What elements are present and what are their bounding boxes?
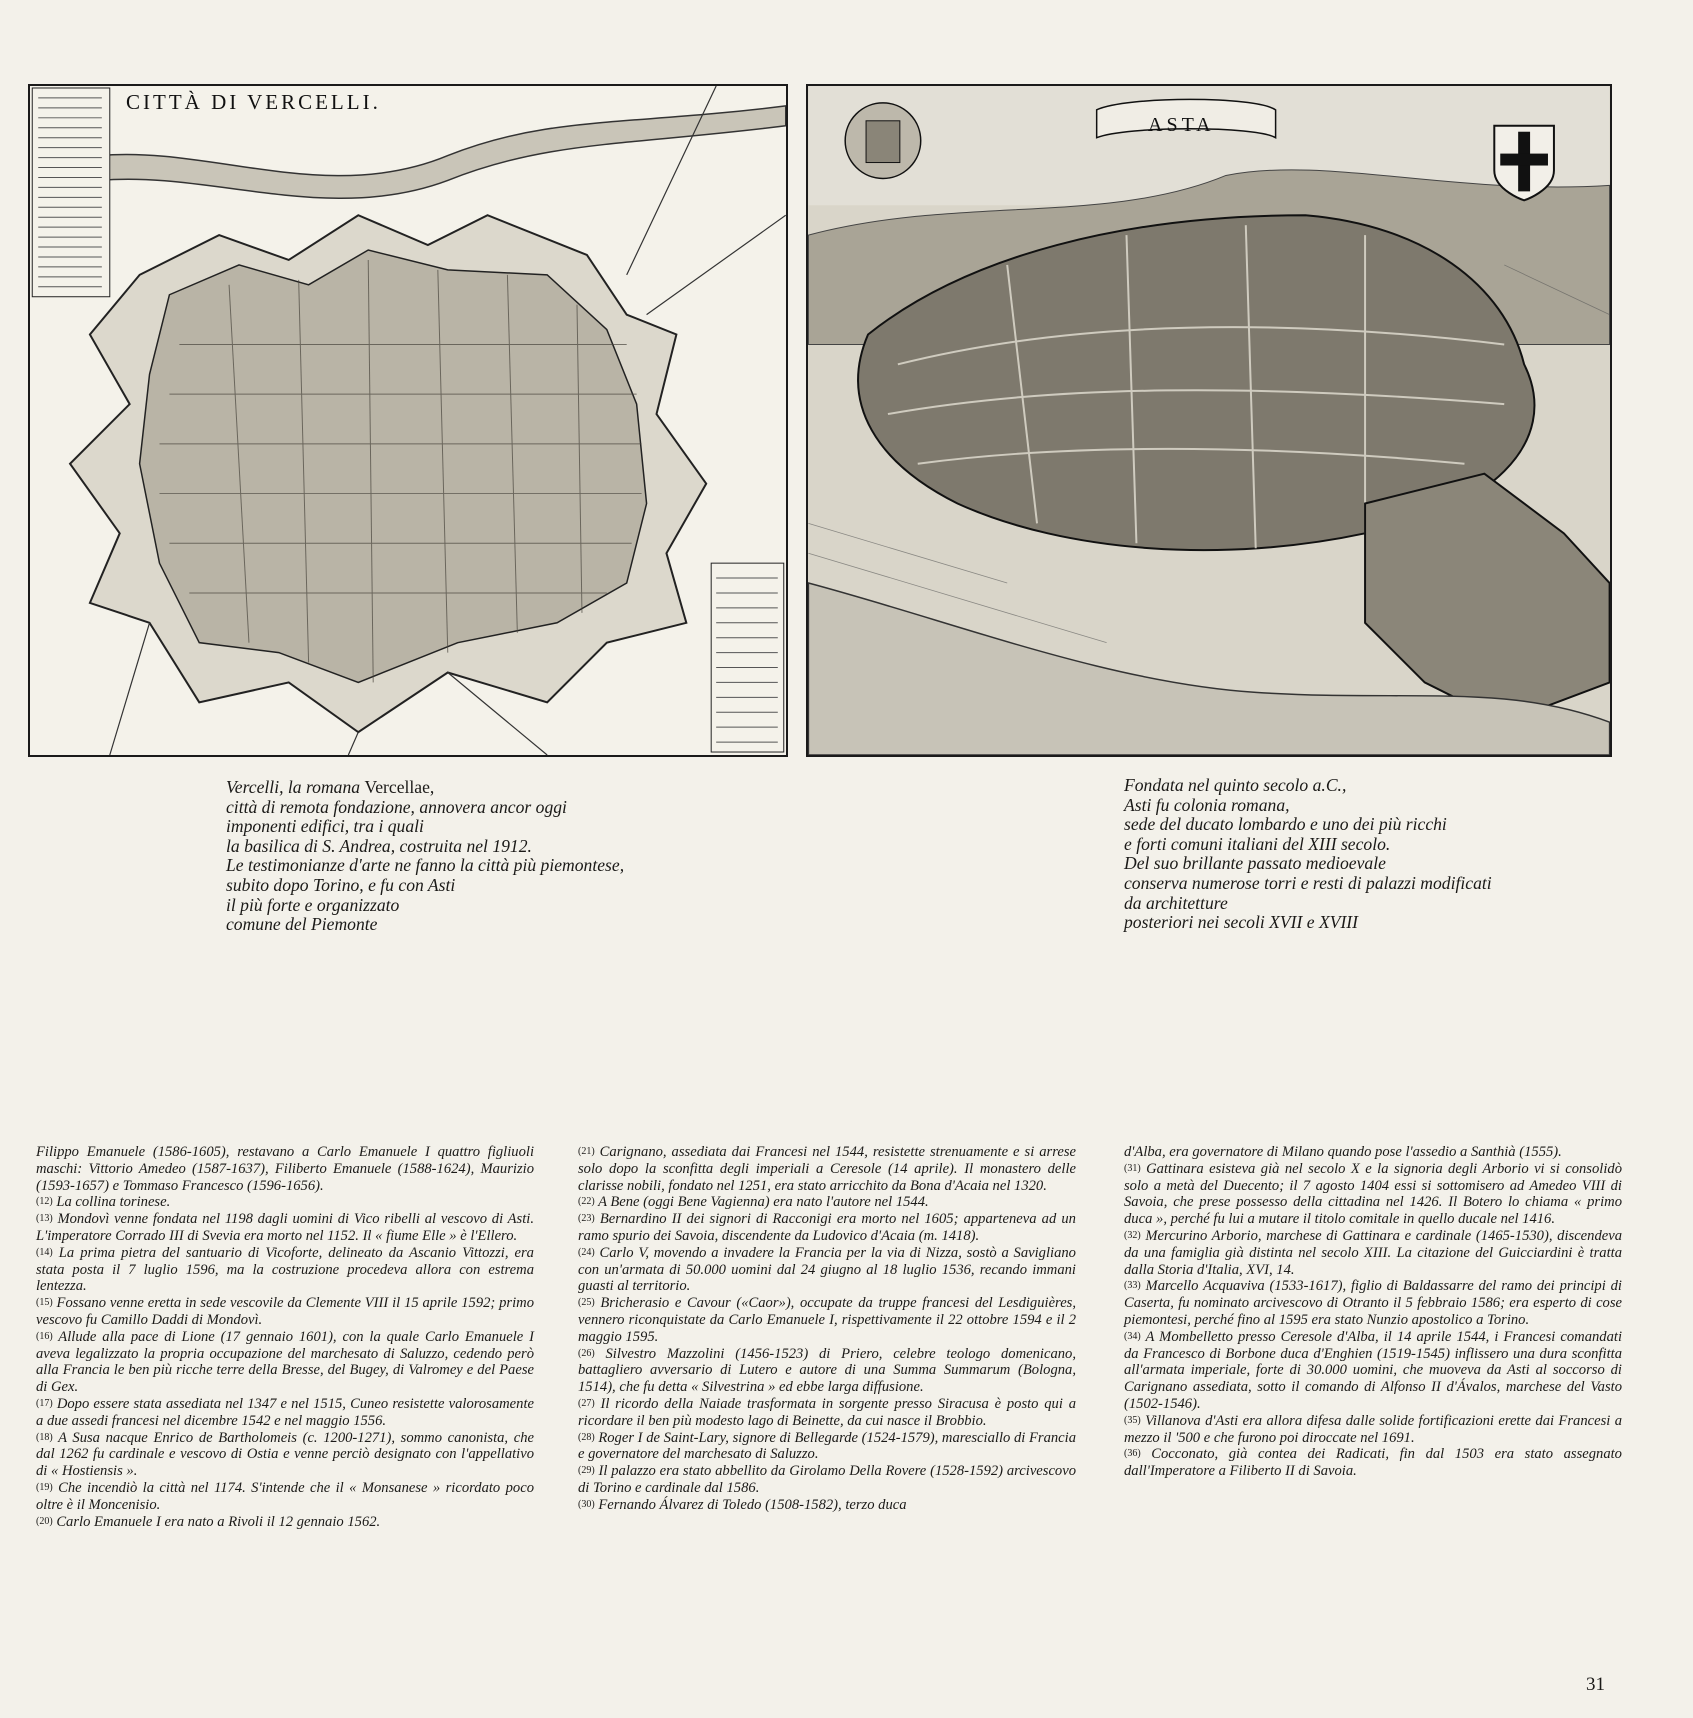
footnote [578,1194,1076,1211]
caption-line: la basilica di S. Andrea, costruita nel 1912. [226,835,532,856]
caption-line: comune del Piemonte [226,914,378,935]
footnote-text: A Mombelletto presso Ceresole d'Alba, il 14 aprile 1544, i Francesi comandati da Francesco di Borbone duca d'Enghien (1519-1545) inflissero una dura sconfitta all'armata imperiale, forte di 30.000 uomini, che muoveva da Asti al soccorso di Carignano assediata, sotto il comando di Alfonso II d'Ávalos, marchese del Vasto (1502-1546). [1124,1328,1622,1412]
caption-line: imponenti edifici, tra i quali [226,816,424,837]
footnote-number: (29) [578,1465,595,1477]
footnote-number: (24) [578,1246,595,1258]
footnote-text: Bernardino II dei signori di Racconigi era morto nel 1605; apparteneva ad un ramo spurio dei Savoia, discendente da Ludovico d'Acaia (m. 1418). [578,1211,1076,1244]
footnote [36,1396,534,1430]
footnote-text: Silvestro Mazzolini (1456-1523) di Priero, celebre teologo domenicano, battagliero avversario di Lutero e autore di una Summa Summarum (Bologna, 1514), che fu detta « Silvestrina » ed ebbe larga diffusione. [578,1345,1076,1396]
footnote-text: Roger I de Saint-Lary, signore di Bellegarde (1524-1579), maresciallo di Francia e governatore del marchesato di Saluzzo. [578,1429,1076,1463]
footnote [36,1245,534,1295]
footnote-number: (33) [1124,1280,1141,1292]
footnote [1124,1329,1622,1413]
footnote-number: (27) [578,1397,595,1409]
notes-column-1 [36,1144,534,1530]
caption-line: il più forte e organizzato [226,894,400,915]
asti-map-title: ASTA [1148,114,1215,136]
footnote [36,1430,534,1480]
footnote [36,1329,534,1396]
footnote [578,1211,1076,1245]
caption-line: città di remota fondazione, annovera ancor oggi [226,796,567,817]
footnote-number: (36) [1124,1448,1141,1460]
footnote-number: (25) [578,1297,595,1309]
footnote-number: (15) [36,1297,53,1309]
footnote-text: Mondovì venne fondata nel 1198 dagli uomini di Vico ribelli al vescovo di Asti. L'imperatore Corrado III di Svevia era morto nel 1152. Il « fiume Elle » è l'Ellero. [36,1211,534,1244]
footnote-number: (28) [578,1431,595,1443]
footnote-text: d'Alba, era governatore di Milano quando pose l'assedio a Santhià (1555). [1124,1144,1562,1160]
footnote-text: Gattinara esisteva già nel secolo X e la signoria degli Arborio vi si consolidò solo a metà del Duecento; il 7 agosto 1404 essi si sottomisero ad Amedeo VIII di Savoia, che prese possesso della cittadina nel 1426. Il Botero lo chiama « primo duca », perché fu lui a mutare il titolo comitale in quello ducale nel 1416. [1124,1160,1622,1228]
footnote-text: Che incendiò la città nel 1174. S'intende che il « Monsanese » ricordato poco oltre è il Moncenisio. [36,1479,534,1513]
footnote [1124,1161,1622,1228]
footnote [1124,1413,1622,1447]
footnote [578,1430,1076,1464]
footnote-text: Bricherasio e Cavour («Caor»), occupate da truppe francesi del Lesdiguières, vennero riconquistate da Carlo Emanuele I, rispettivamente il 22 ottobre 1594 e il 2 maggio 1595. [578,1295,1076,1345]
footnote-number: (16) [36,1330,53,1342]
footnote-text: La collina torinese. [56,1194,171,1211]
footnote [578,1463,1076,1497]
caption-line: Del suo brillante passato medioevale [1124,853,1386,874]
caption-italic-text: Vercelli, la romana [226,777,361,797]
footnote-text: Carlo V, movendo a invadere la Francia per la via di Nizza, sostò a Savigliano con un'armata di 50.000 uomini dal 24 giugno al 18 luglio 1536, recando immani guasti al territorio. [578,1244,1076,1295]
asti-map-drawing [808,86,1610,755]
footnote [36,1194,534,1211]
footnote-number: (35) [1124,1414,1141,1426]
footnote-number: (34) [1124,1330,1141,1342]
footnote-number: (21) [578,1146,595,1157]
footnote-text: Dopo essere stata assediata nel 1347 e nel 1515, Cuneo resistette valorosamente a due assedi francesi nel dicembre 1542 e nel maggio 1556. [36,1395,534,1429]
footnote-number: (32) [1124,1229,1141,1241]
footnote [1124,1228,1622,1278]
footnote-text: Carignano, assediata dai Francesi nel 1544, resistette strenuamente e si arrese solo dopo la sconfitta degli imperiali a Ceresole (14 aprile). Il monastero delle clarisse nobili, fondato nel 1251, era stato arricchito da Bona d'Acaia nel 1320. [578,1144,1076,1194]
footnote-number: (14) [36,1246,53,1258]
footnote-text: La prima pietra del santuario di Vicoforte, delineato da Ascanio Vittozzi, era stata posta il 7 luglio 1596, ma la costruzione procedeva allora con estrema lentezza. [36,1244,534,1295]
vercelli-caption [226,778,766,935]
caption-line: subito dopo Torino, e fu con Asti [226,874,456,895]
caption-roman-text: Vercellae, [364,777,435,797]
footnote [1124,1446,1622,1480]
footnote [578,1396,1076,1430]
footnote [578,1295,1076,1345]
caption-line: Le testimonianze d'arte ne fanno la città più piemontese, [226,855,625,876]
footnote-text: Allude alla pace di Lione (17 gennaio 1601), con la quale Carlo Emanuele I aveva legalizzato la propria occupazione del marchesato di Saluzzo, cedendo però alla Francia le ben più ricche terre della Bresse, del Bugey, di Valromey e del Paese di Gex. [36,1328,534,1396]
footnote [1124,1278,1622,1328]
footnote [578,1144,1076,1194]
footnote-number: (26) [578,1347,595,1359]
asti-caption [1124,776,1564,933]
footnote-number: (20) [36,1515,53,1527]
footnote-number: (31) [1124,1162,1141,1174]
footnote-number: (18) [36,1431,53,1443]
footnote-number: (13) [36,1213,53,1225]
footnote [36,1144,534,1194]
footnote-text: Mercurino Arborio, marchese di Gattinara e cardinale (1465-1530), discendeva da una famiglia già distinta nel secolo XIII. La citazione del Guicciardini è tratta dalla Storia d'Italia, XVI, 14. [1124,1227,1622,1278]
footnote-number: (17) [36,1397,53,1409]
footnote-text: Il palazzo era stato abbellito da Girolamo Della Rovere (1528-1592) arcivescovo di Torino e cardinale dal 1586. [578,1463,1076,1496]
vercelli-map-engraving [28,84,788,757]
footnote [36,1514,534,1531]
footnote-text: Il ricordo della Naiade trasformata in sorgente presso Siracusa è posto qui a ricordare il ben più modesto lago di Beinette, da cui nasce il Brobbio. [578,1395,1076,1429]
footnote-text: A Susa nacque Enrico de Bartholomeis (c. 1200-1271), sommo canonista, che dal 1262 fu cardinale e vescovo di Ostia e venne perciò designato con l'appellativo di « Hostiensis ». [36,1429,534,1480]
caption-line: sede del ducato lombardo e uno dei più ricchi [1124,814,1447,835]
caption-line: Asti fu colonia romana, [1124,794,1290,815]
caption-line: conserva numerose torri e resti di palazzi modificati [1124,872,1492,893]
footnote-text: Cocconato, già contea dei Radicati, fin dal 1503 era stato assegnato dall'Imperatore a Filiberto II di Savoia. [1124,1446,1622,1480]
notes-column-2 [578,1144,1076,1514]
asti-map-engraving [806,84,1612,757]
footnote [578,1245,1076,1295]
footnote-text: Filippo Emanuele (1586-1605), restavano a Carlo Emanuele I quattro figliuoli maschi: Vittorio Amedeo (1587-1637), Filiberto Emanuele (1588-1624), Maurizio (1593-1657) e Tommaso Francesco (1596-1656). [36,1144,534,1194]
footnote-text: Fernando Álvarez di Toledo (1508-1582), terzo duca [598,1496,907,1513]
notes-column-3 [1124,1144,1622,1480]
footnote [36,1295,534,1329]
footnote [36,1480,534,1514]
footnote-number: (30) [578,1498,595,1510]
footnote [578,1346,1076,1396]
caption-line: posteriori nei secoli XVII e XVIII [1124,912,1359,933]
caption-line [226,778,766,798]
footnote-text: Fossano venne eretta in sede vescovile da Clemente VIII il 15 aprile 1592; primo vescovo fu Camillo Daddi di Mondovì. [36,1295,534,1328]
footnote [1124,1144,1622,1161]
footnote [578,1497,1076,1514]
page-number: 31 [1586,1674,1605,1695]
vercelli-map-drawing [30,86,786,755]
caption-line: e forti comuni italiani del XIII secolo. [1124,833,1391,854]
footnote [36,1211,534,1245]
vercelli-map-title: CITTÀ DI VERCELLI. [126,90,381,114]
footnote-number: (22) [578,1196,595,1208]
caption-line: da architetture [1124,892,1228,913]
caption-line: Fondata nel quinto secolo a.C., [1124,775,1347,795]
footnote-number: (12) [36,1196,53,1208]
coat-of-arms-left [845,103,921,179]
footnote-text: Marcello Acquaviva (1533-1617), figlio di Baldassarre del ramo dei principi di Caserta, fu nominato arcivescovo di Otranto il 5 febbraio 1586; era esperto di cose piemontesi, perché fino al 1595 era stato Nunzio apostolico a Torino. [1124,1278,1622,1328]
footnote-number: (19) [36,1481,53,1493]
footnote-number: (23) [578,1213,595,1225]
footnote-text: A Bene (oggi Bene Vagienna) era nato l'autore nel 1544. [598,1194,929,1211]
footnote-text: Carlo Emanuele I era nato a Rivoli il 12 gennaio 1562. [56,1513,381,1530]
footnote-text: Villanova d'Asti era allora difesa dalle solide fortificazioni erette dai Francesi a mezzo il '500 e che furono poi diroccate nel 1691. [1124,1412,1622,1446]
coat-of-arms-right-savoy-cross [1494,126,1554,201]
